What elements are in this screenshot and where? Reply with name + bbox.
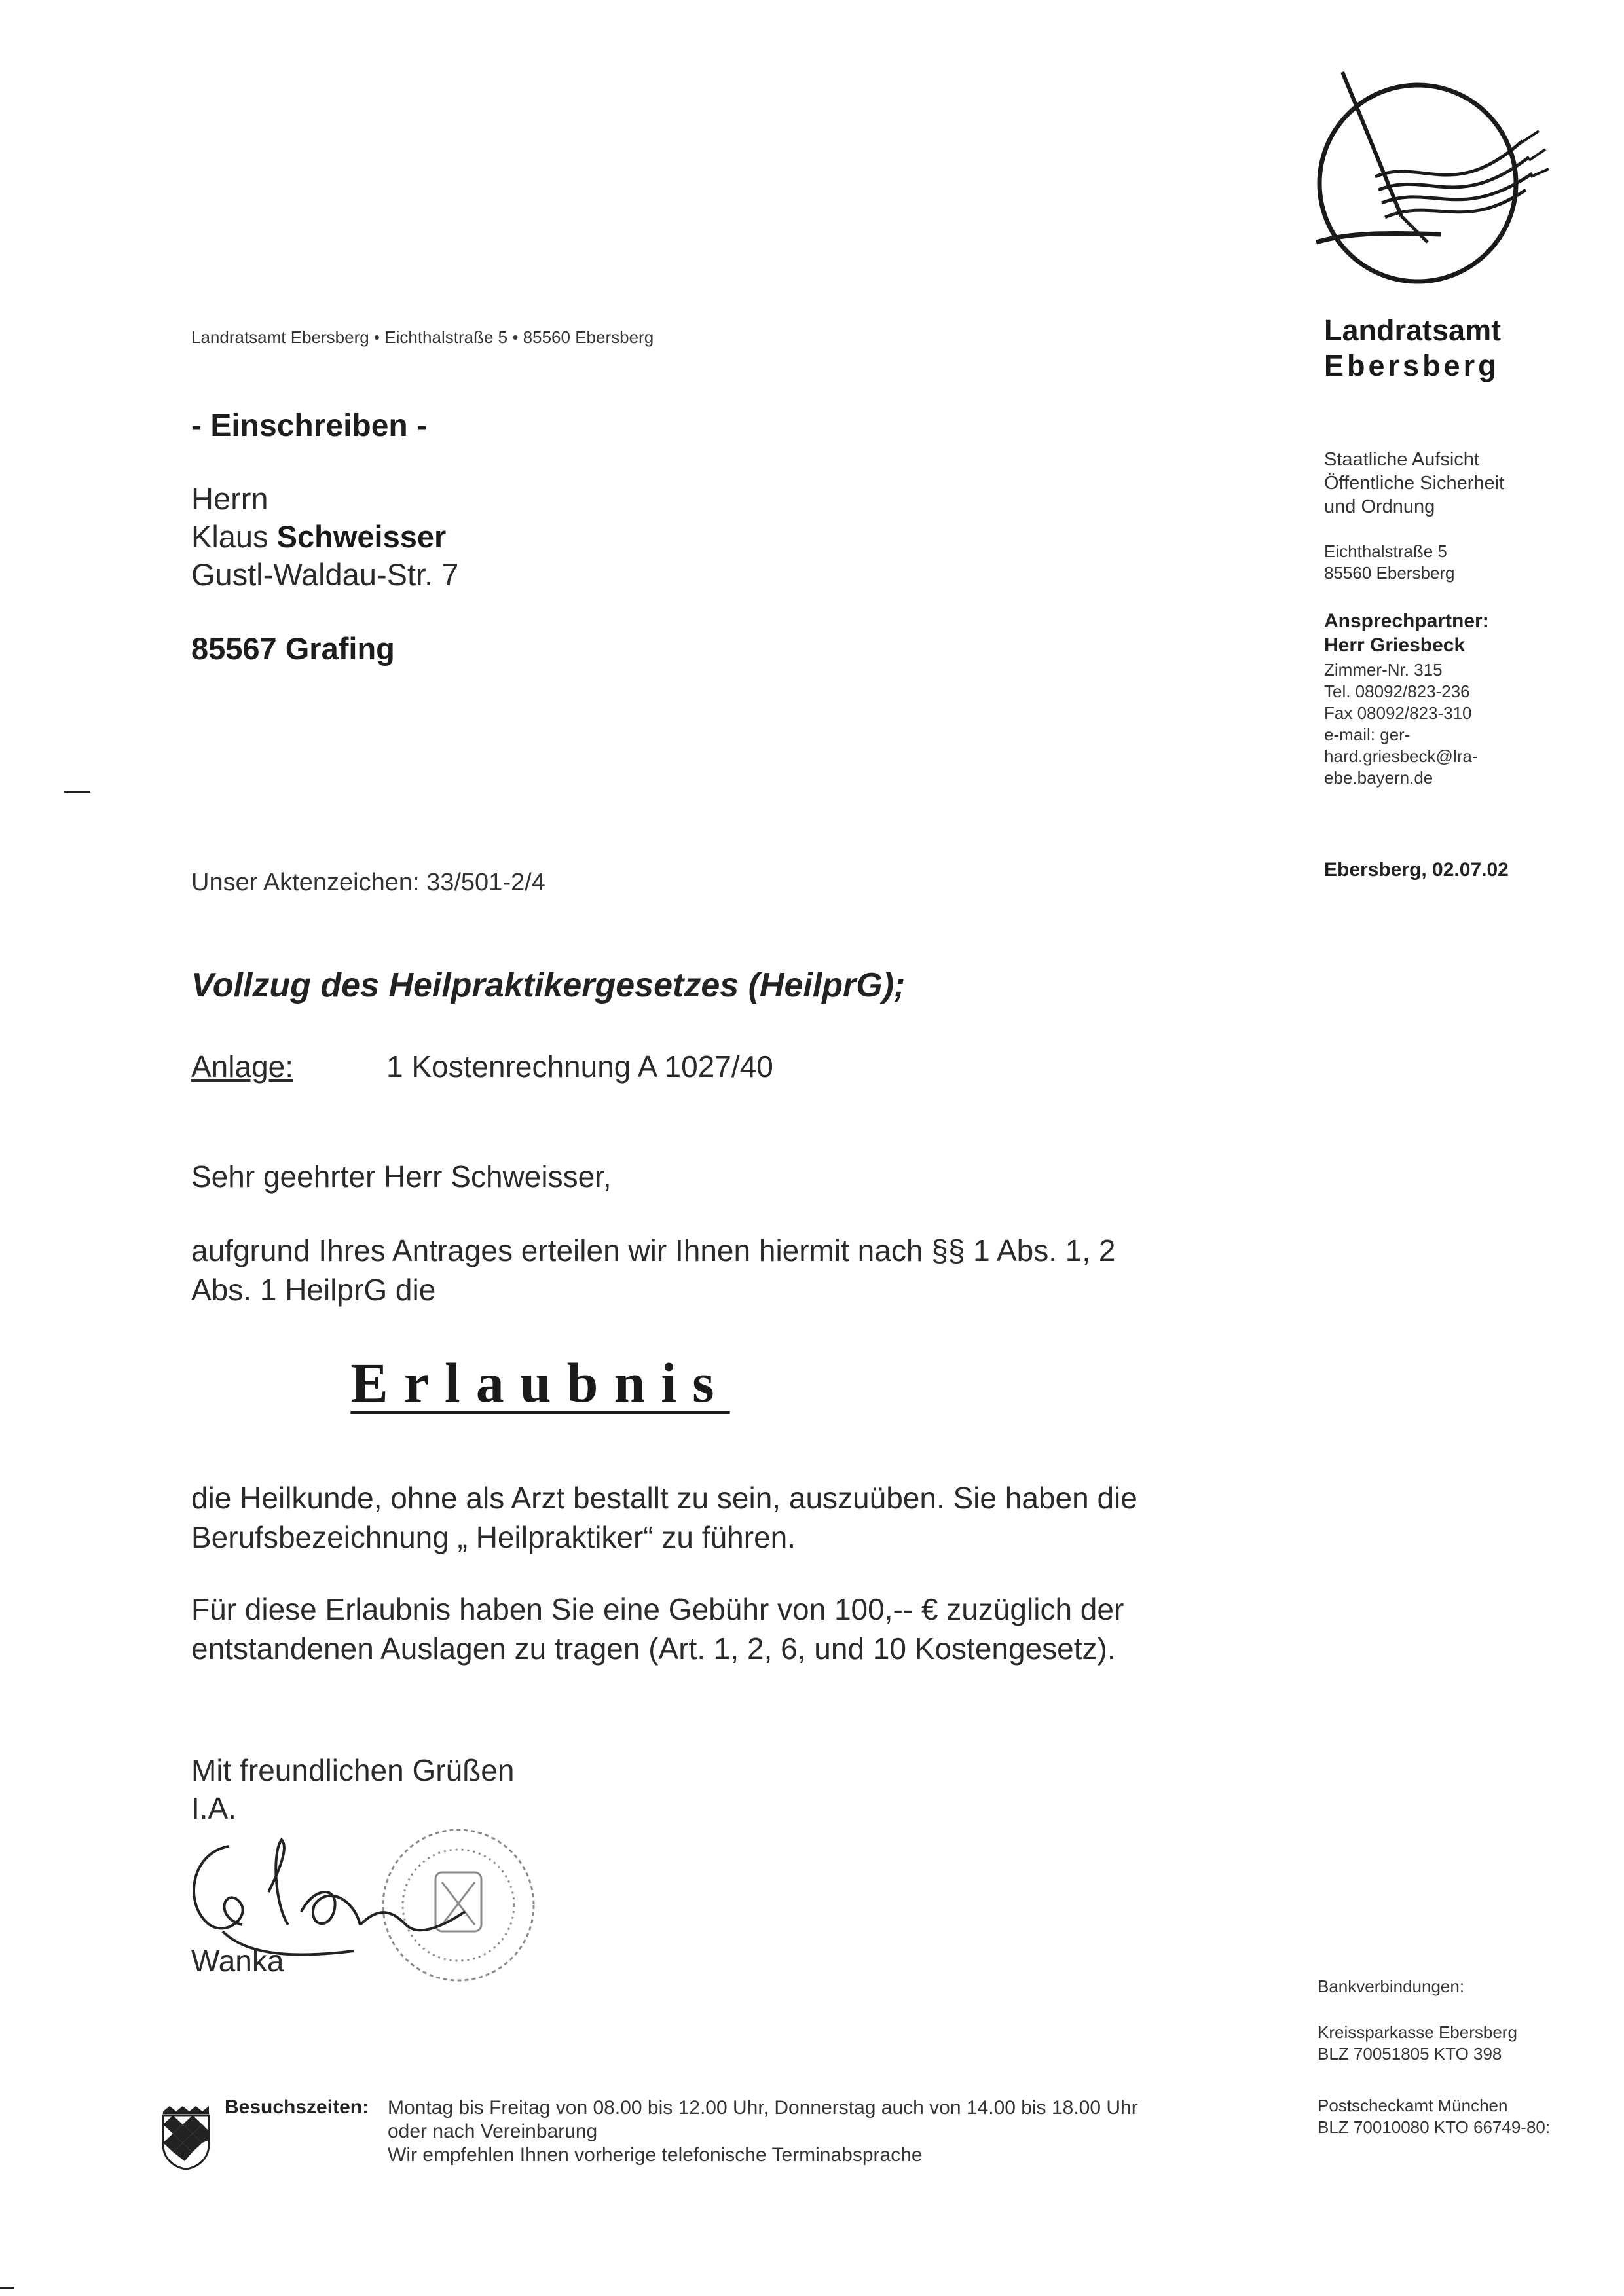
paragraph-3-line-1: Für diese Erlaubnis haben Sie eine Gebühr von 100,-- € zuzüglich der xyxy=(191,1592,1124,1626)
paragraph-2 xyxy=(191,1478,1252,1557)
visiting-hours-line-2: oder nach Vereinbarung xyxy=(388,2121,598,2142)
recipient-first-name: Klaus xyxy=(191,519,268,554)
recipient-city: 85567 Grafing xyxy=(191,631,395,666)
visiting-hours-text xyxy=(388,2096,1138,2167)
contact-email-1: e-mail: ger- xyxy=(1324,725,1411,744)
office-street: Eichthalstraße 5 xyxy=(1324,541,1447,561)
department-line: und Ordnung xyxy=(1324,496,1435,517)
signer-name: Wanka xyxy=(191,1944,284,1978)
reference-number: Unser Aktenzeichen: 33/501-2/4 xyxy=(191,869,545,896)
letter-date: Ebersberg, 02.07.02 xyxy=(1324,859,1509,881)
visiting-hours-line-1: Montag bis Freitag von 08.00 bis 12.00 Uhr, Donnerstag auch von 14.00 bis 18.00 Uhr xyxy=(388,2097,1138,2119)
visiting-hours-line-3: Wir empfehlen Ihnen vorherige telefonische Terminabsprache xyxy=(388,2144,923,2166)
mail-type: - Einschreiben - xyxy=(191,409,428,443)
letter-subject: Vollzug des Heilpraktikergesetzes (HeilprG); xyxy=(191,966,906,1004)
contact-email-3: ebe.bayern.de xyxy=(1324,768,1433,788)
contact-header xyxy=(1324,609,1489,657)
closing-block xyxy=(191,1751,514,1827)
closing-line-1: Mit freundlichen Grüßen xyxy=(191,1753,515,1787)
attachment-label: Anlage: xyxy=(191,1049,294,1084)
contact-fax: Fax 08092/823-310 xyxy=(1324,703,1472,723)
paragraph-2-line-2: Berufsbezeichnung „ Heilpraktiker“ zu führen. xyxy=(191,1520,796,1554)
recipient-street: Gustl-Waldau-Str. 7 xyxy=(191,557,459,592)
paragraph-1-line-2: Abs. 1 HeilprG die xyxy=(191,1273,436,1307)
bank-2-name: Postscheckamt München xyxy=(1318,2096,1508,2115)
bank-1 xyxy=(1318,2022,1517,2065)
closing-line-2: I.A. xyxy=(191,1791,237,1825)
fold-mark xyxy=(64,791,90,793)
sender-return-address: Landratsamt Ebersberg • Eichthalstraße 5 • 85560 Ebersberg xyxy=(191,327,654,347)
brand-line-2: Ebersberg xyxy=(1324,349,1500,382)
bavarian-coat-of-arms-icon xyxy=(160,2105,212,2170)
recipient-last-name: Schweisser xyxy=(276,519,447,554)
paragraph-3-line-2: entstandenen Auslagen zu tragen (Art. 1, 2, 6, und 10 Kostengesetz). xyxy=(191,1631,1116,1666)
department-line: Staatliche Aufsicht xyxy=(1324,449,1479,470)
contact-phone: Tel. 08092/823-236 xyxy=(1324,682,1470,701)
attachment-value: 1 Kostenrechnung A 1027/40 xyxy=(386,1049,773,1084)
office-city: 85560 Ebersberg xyxy=(1324,563,1455,583)
bank-2-account: BLZ 70010080 KTO 66749-80: xyxy=(1318,2117,1551,2137)
department-line: Öffentliche Sicherheit xyxy=(1324,473,1505,494)
office-address xyxy=(1324,541,1454,584)
paragraph-3 xyxy=(191,1590,1252,1668)
contact-label: Ansprechpartner: xyxy=(1324,610,1489,632)
bank-2 xyxy=(1318,2095,1550,2138)
paragraph-1 xyxy=(191,1231,1252,1309)
bank-1-name: Kreissparkasse Ebersberg xyxy=(1318,2022,1517,2042)
greeting: Sehr geehrter Herr Schweisser, xyxy=(191,1159,612,1194)
brand-line-1: Landratsamt xyxy=(1324,314,1502,347)
paragraph-1-line-1: aufgrund Ihres Antrages erteilen wir Ihnen hiermit nach §§ 1 Abs. 1, 2 xyxy=(191,1233,1116,1267)
recipient-salutation: Herrn xyxy=(191,481,268,516)
landratsamt-logo-icon xyxy=(1270,65,1559,301)
recipient-address xyxy=(191,480,458,594)
bank-1-account: BLZ 70051805 KTO 398 xyxy=(1318,2044,1502,2064)
contact-email-2: hard.griesbeck@lra- xyxy=(1324,746,1478,766)
contact-room: Zimmer-Nr. 315 xyxy=(1324,660,1443,680)
brand-name xyxy=(1324,313,1501,384)
paragraph-2-line-1: die Heilkunde, ohne als Arzt bestallt zu sein, auszuüben. Sie haben die xyxy=(191,1481,1137,1515)
punch-mark xyxy=(0,2287,14,2289)
department-block xyxy=(1324,448,1504,519)
permit-heading: Erlaubnis xyxy=(350,1351,730,1414)
contact-details xyxy=(1324,659,1477,789)
bank-label: Bankverbindungen: xyxy=(1318,1977,1465,1996)
recipient-name xyxy=(191,518,458,556)
contact-name: Herr Griesbeck xyxy=(1324,634,1466,656)
visiting-hours-label: Besuchszeiten: xyxy=(225,2096,369,2118)
